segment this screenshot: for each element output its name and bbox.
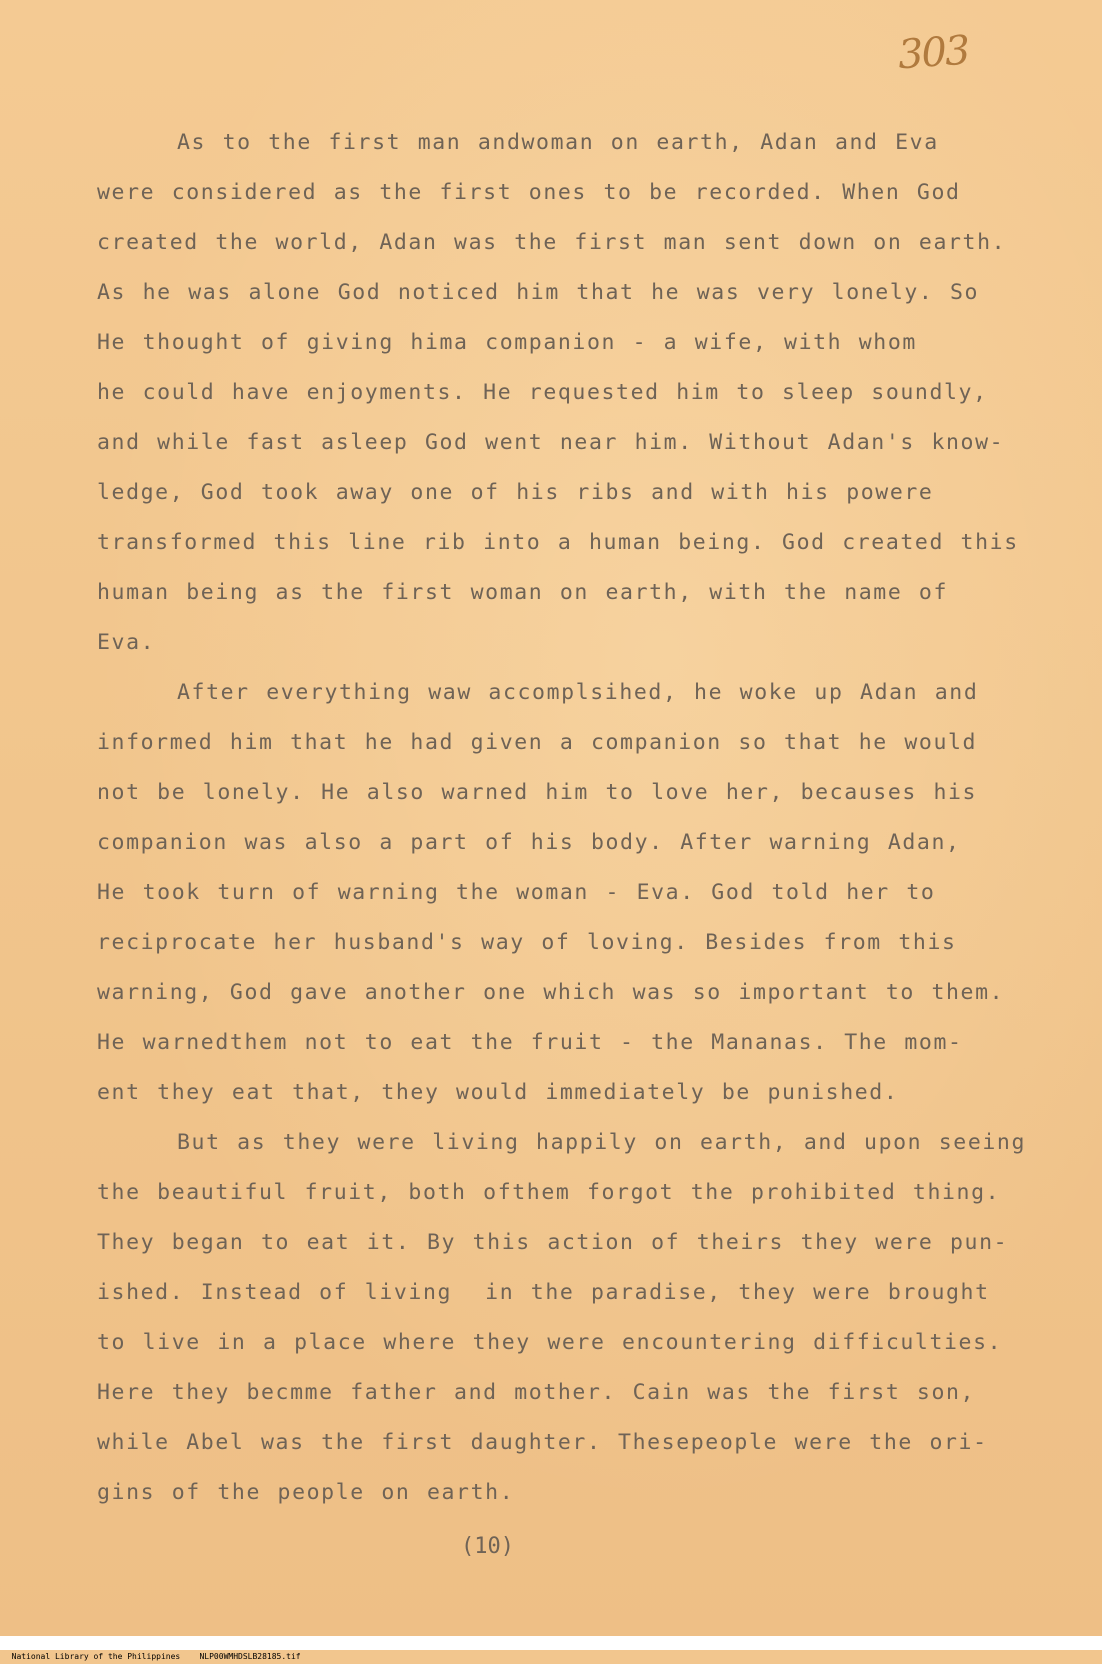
text-line: human being as the first woman on earth, with the name of [97,580,949,605]
text-line: companion was also a part of his body. After warning Adan, [97,830,961,855]
text-line: informed him that he had given a companion so that he would [97,730,978,755]
text-line: He warnedthem not to eat the fruit - the Mananas. The mom- [97,1030,963,1055]
text-line: created the world, Adan was the first man sent down on earth. [97,230,1007,255]
text-line: ished. Instead of living in the paradise, they were brought [97,1280,990,1305]
text-line: the beautiful fruit, both ofthem forgot the prohibited thing. [97,1180,1001,1205]
text-line: were considered as the first ones to be recorded. When God [97,180,961,205]
text-line: to live in a place where they were encountering difficulties. [97,1330,1003,1355]
archive-caption-bar [0,1636,1102,1661]
text-line: After everything waw accomplsihed, he woke up Adan and [177,680,979,705]
text-line: gins of the people on earth. [97,1480,515,1505]
typewritten-body [97,118,1057,1518]
text-line: Eva. [97,630,156,655]
text-line: He thought of giving hima companion - a wife, with whom [97,330,917,355]
text-line: not be lonely. He also warned him to love her, becauses his [97,780,978,805]
folio-number: 303 [896,27,970,79]
text-line: and while fast asleep God went near him. Without Adan's know- [97,430,1005,455]
text-line: ent they eat that, they would immediately be punished. [97,1080,899,1105]
text-line: ledge, God took away one of his ribs and with his powere [97,480,934,505]
text-line: He took turn of warning the woman - Eva. God told her to [97,880,936,905]
text-line: But as they were living happily on earth, and upon seeing [177,1130,1027,1155]
text-line: while Abel was the first daughter. Thesepeople were the ori- [97,1430,988,1455]
text-line: warning, God gave another one which was so important to them. [97,980,1005,1005]
text-line: he could have enjoyments. He requested him to sleep soundly, [97,380,988,405]
page-number: (10) [461,1534,514,1559]
text-line: As to the first man andwoman on earth, Adan and Eva [177,130,939,155]
text-line: transformed this line rib into a human being. God created this [97,530,1019,555]
text-line: As he was alone God noticed him that he was very lonely. So [97,280,980,305]
text-line: reciprocate her husband's way of loving. Besides from this [97,930,957,955]
text-line: They began to eat it. By this action of theirs they were pun- [97,1230,1009,1255]
text-line: Here they becmme father and mother. Cain was the first son, [97,1380,976,1405]
archive-caption-text: National Library of the Philippines NLP00WMHDSLB28185.tif [11,1652,301,1661]
